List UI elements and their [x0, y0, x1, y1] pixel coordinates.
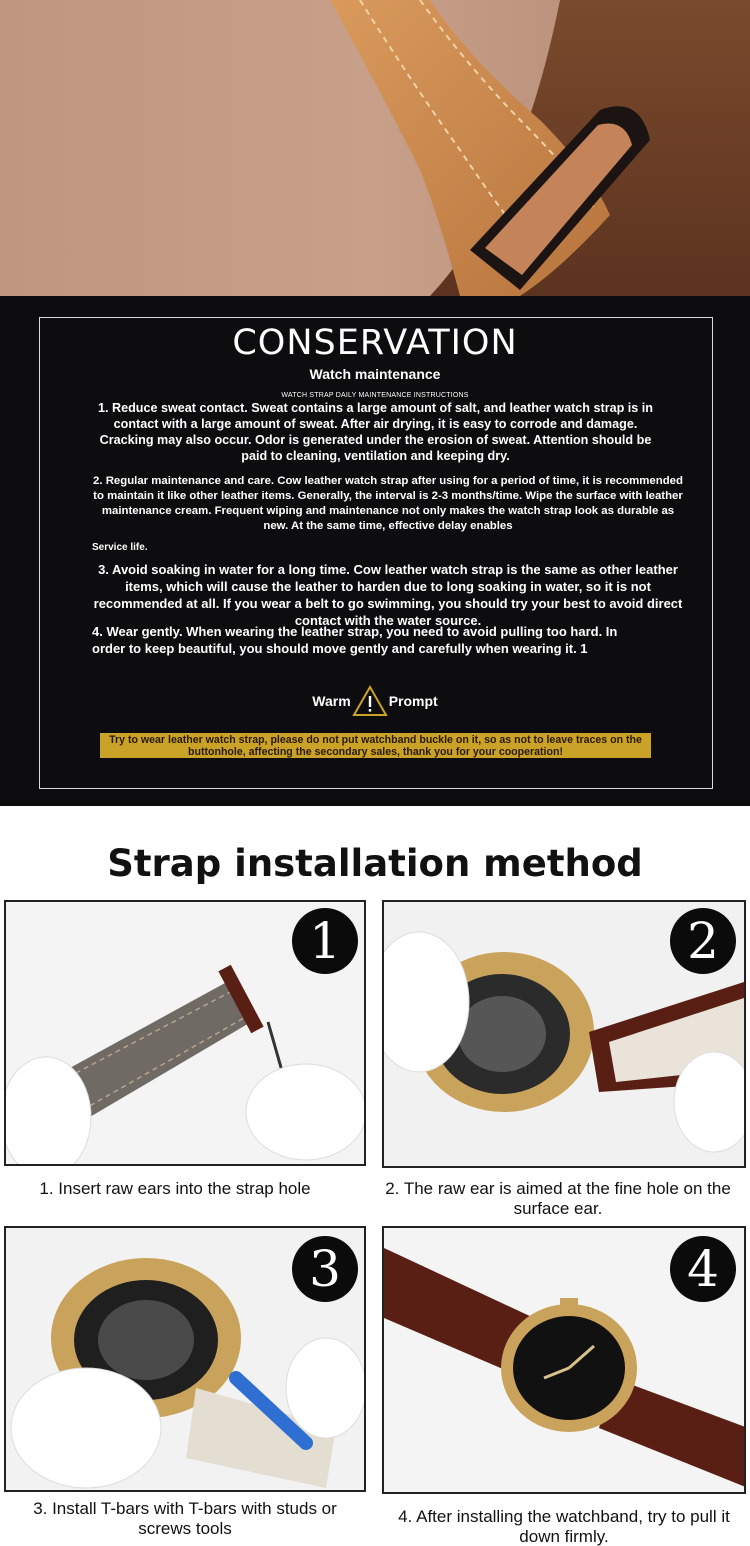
buckle-notice: Try to wear leather watch strap, please do not put watchband buckle on it, so as not to leave traces on the buttonhole, affecting the secondary sales, thank you for your cooperation! [100, 733, 651, 758]
warm-label: Warm [312, 693, 351, 709]
step-3-number-badge: 3 [292, 1236, 358, 1302]
step-1-image [4, 900, 366, 1166]
maintenance-paragraph-4: 4. Wear gently. When wearing the leather strap, you need to avoid pulling too hard. In order to keep beautiful, you should move gently and carefully when wearing it. 1 [92, 624, 618, 656]
hero-photo [0, 0, 750, 296]
wrist-strap-illustration [0, 0, 750, 296]
maintenance-paragraph-1: 1. Reduce sweat contact. Sweat contains a large amount of salt, and leather watch strap is in contact with a large amount of sweat. After air drying, it is easy to corrode and damage. Cracking may also occur. Odor is generated under the erosion of sweat. Attention should be paid to cleaning, ventilation and keeping dry. [98, 401, 653, 463]
step-4-caption: 4. After installing the watchband, try to pull it down firmly. [398, 1507, 730, 1546]
conservation-panel [0, 296, 750, 806]
prompt-label: Prompt [388, 693, 438, 709]
step-2-image [382, 900, 746, 1168]
warm-prompt-row [0, 684, 750, 718]
step-2-number-badge: 2 [670, 908, 736, 974]
panel-frame [39, 317, 713, 789]
warning-triangle-icon [352, 685, 388, 717]
step-1-caption: 1. Insert raw ears into the strap hole [39, 1179, 311, 1198]
step-4-image [382, 1226, 746, 1494]
step-3-caption: 3. Install T-bars with T-bars with studs or screws tools [33, 1499, 337, 1538]
maintenance-micro-heading: WATCH STRAP DAILY MAINTENANCE INSTRUCTIONS [281, 392, 469, 399]
maintenance-paragraph-service-life: Service life. [92, 542, 148, 553]
conservation-subtitle: Watch maintenance [309, 366, 441, 382]
step-4-number-badge: 4 [670, 1236, 736, 1302]
step-1-number-badge: 1 [292, 908, 358, 974]
installation-title: Strap installation method [107, 842, 643, 885]
step-2-caption: 2. The raw ear is aimed at the fine hole on the surface ear. [385, 1179, 731, 1218]
conservation-title: CONSERVATION [232, 323, 518, 363]
step-3-image [4, 1226, 366, 1492]
maintenance-paragraph-2: 2. Regular maintenance and care. Cow leather watch strap after using for a period of time, it is recommended to maintain it like other leather items. Generally, the interval is 2-3 months/time. Wipe the surface with leather maintenance cream. Frequent wiping and maintenance not only makes the watch strap look as durable as new. At the same time, effective delay enables [93, 475, 683, 532]
maintenance-paragraph-3: 3. Avoid soaking in water for a long time. Cow leather watch strap is the same as other leather items, which will cause the leather to harden due to long soaking in water, so it is not recommended at all. If you wear a belt to go swimming, you should try your best to avoid direct contact with the water source. [93, 562, 683, 628]
